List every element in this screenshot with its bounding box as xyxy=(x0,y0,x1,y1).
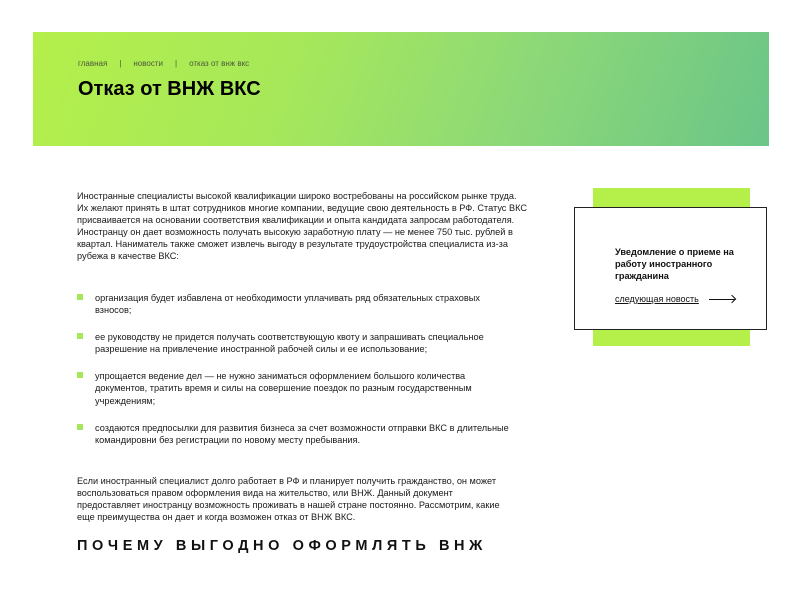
next-news-link-label[interactable]: следующая новость xyxy=(615,294,699,304)
section-heading: ПОЧЕМУ ВЫГОДНО ОФОРМЛЯТЬ ВНЖ xyxy=(77,538,487,554)
benefits-list xyxy=(77,292,517,461)
breadcrumb xyxy=(78,59,249,68)
next-news-card[interactable] xyxy=(574,207,767,330)
list-item xyxy=(77,370,517,406)
list-item-text: создаются предпосылки для развития бизнеса за счет возможности отправки ВКС в длительные командировни без регистрации по новому месту пребывания. xyxy=(95,422,509,445)
outro-paragraph: Если иностранный специалист долго работает в РФ и планирует получить гражданство, он может воспользоваться правом оформления вида на жительство, или ВНЖ. Данный документ предоставляет иностранцу возможность проживать в нашей стране постоянно. Рассмотрим, какие еще преимущества он дает и когда возможен отказ от ВНЖ ВКС. xyxy=(77,476,500,523)
list-item xyxy=(77,331,517,355)
bullet-square-icon xyxy=(77,372,83,378)
list-item xyxy=(77,422,517,446)
page-hero xyxy=(33,32,769,146)
breadcrumb-separator: | xyxy=(119,59,122,68)
bullet-square-icon xyxy=(77,333,83,339)
next-news-title[interactable]: Уведомление о приеме на работу иностранного гражданина xyxy=(615,247,734,281)
page-title: Отказ от ВНЖ ВКС xyxy=(78,78,261,100)
breadcrumb-separator: | xyxy=(175,59,178,68)
breadcrumb-news[interactable]: новости xyxy=(133,59,163,68)
next-news-link[interactable] xyxy=(615,294,735,304)
list-item xyxy=(77,292,517,316)
breadcrumb-home[interactable]: главная xyxy=(78,59,108,68)
bullet-square-icon xyxy=(77,294,83,300)
breadcrumb-current: отказ от внж вкс xyxy=(189,59,250,68)
list-item-text: ее руководству не придется получать соответствующую квоту и запрашивать специальное разрешение на привлечение иностранной рабочей силы и ее использование; xyxy=(95,332,484,355)
arrow-right-icon xyxy=(709,299,735,300)
list-item-text: организация будет избавлена от необходимости уплачивать ряд обязательных страховых взносов; xyxy=(95,293,480,316)
list-item-text: упрощается ведение дел — не нужно заниматься оформлением большого количества документов, тратить время и силы на совершение поездок по разным государственным учреждениям; xyxy=(95,371,472,406)
intro-paragraph: Иностранные специалисты высокой квалификации широко востребованы на российском рынке труда. Их желают принять в штат сотрудников многие компании, ведущие свою деятельность в РФ. Статус ВКС присваивается на основании соответствия квалификации и опыта кандидата запросам работодателя. Иностранцу он дает возможность получать высокую заработную плату — не менее 750 тыс. рублей в квартал. Наниматель также сможет извлечь выгоду в результате трудоустройства специалиста из-за рубежа в качестве ВКС: xyxy=(77,191,527,262)
bullet-square-icon xyxy=(77,424,83,430)
